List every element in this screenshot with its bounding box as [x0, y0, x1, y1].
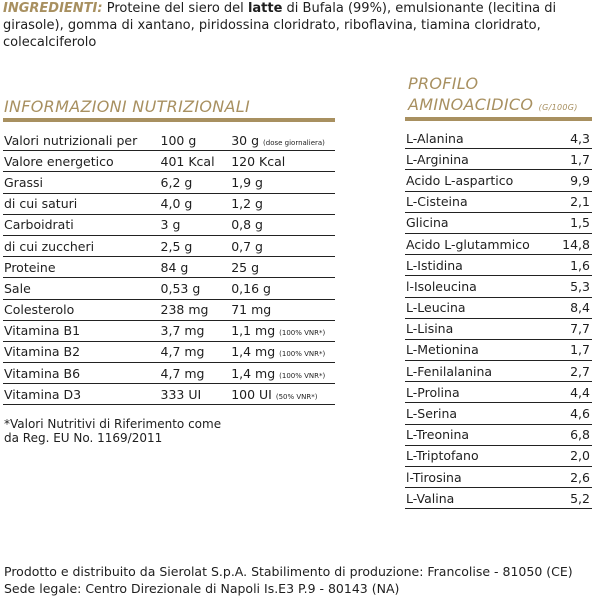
- nutrition-value-100g: 6,2 g: [160, 172, 231, 193]
- vnr-footnote: [4, 417, 221, 445]
- amino-name: L-Treonina: [405, 424, 555, 445]
- nutrition-vnr-note: (50% VNR*): [275, 392, 318, 401]
- nutrition-row: [3, 193, 335, 214]
- amino-value: 2,0: [555, 445, 592, 466]
- amino-row: [405, 297, 592, 318]
- nutrition-header-label: Valori nutrizionali per: [3, 130, 160, 151]
- nutrition-value-30g-cell: [230, 257, 335, 278]
- amino-row: [405, 445, 592, 466]
- amino-name: Acido L-aspartico: [405, 170, 555, 191]
- nutrition-value-30g: 1,9 g: [231, 174, 263, 190]
- nutrition-value-100g: 238 mg: [160, 299, 231, 320]
- nutrition-row: [3, 214, 335, 235]
- producer-info: [4, 563, 573, 597]
- nutrition-header-col2-value: 30 g: [231, 132, 260, 148]
- nutrition-row: [3, 172, 335, 193]
- nutrition-header-row: [3, 130, 335, 151]
- nutrition-value-30g: 100 UI: [231, 386, 272, 402]
- nutrition-row: [3, 257, 335, 278]
- nutrition-vnr-note: (100% VNR*): [279, 329, 326, 338]
- nutrition-header-col2: [230, 130, 335, 151]
- amino-title-rule: [405, 117, 592, 121]
- nutrition-label: di cui zuccheri: [3, 235, 160, 256]
- nutrition-vnr-note: (100% VNR*): [279, 350, 326, 359]
- nutrition-label: di cui saturi: [3, 193, 160, 214]
- amino-value: 2,7: [555, 361, 592, 382]
- nutrition-value-100g: 333 UI: [160, 384, 231, 405]
- amino-name: L-Alanina: [405, 128, 555, 149]
- amino-value: 1,7: [555, 339, 592, 360]
- vnr-footnote-line2: da Reg. EU No. 1169/2011: [4, 431, 163, 445]
- amino-title-line1: PROFILO: [408, 74, 479, 93]
- amino-row: [405, 191, 592, 212]
- nutrition-value-30g: 0,8 g: [231, 217, 263, 233]
- nutrition-value-30g: 1,4 mg: [231, 365, 276, 381]
- amino-row: [405, 149, 592, 170]
- amino-name: L-Valina: [405, 488, 555, 509]
- amino-value: 1,6: [555, 255, 592, 276]
- nutrition-value-100g: 4,7 mg: [160, 341, 231, 362]
- nutrition-label: Valore energetico: [3, 151, 160, 172]
- ingredients-text-after: di Bufala (99%), emulsionante (lecitina di girasole), gomma di xantano, piridossina cloridrato, riboflavina, tiamina cloridrato, colecalciferolo: [3, 1, 557, 50]
- producer-line2: Sede legale: Centro Direzionale di Napoli Is.E3 P.9 - 80143 (NA): [4, 581, 400, 596]
- nutrition-value-100g: 4,0 g: [160, 193, 231, 214]
- nutrition-header-col2-note: (dose giornaliera): [263, 138, 325, 147]
- nutrition-row: [3, 363, 335, 384]
- amino-row: [405, 361, 592, 382]
- amino-row: [405, 488, 592, 509]
- vnr-footnote-line1: *Valori Nutritivi di Riferimento come: [4, 417, 222, 431]
- amino-row: [405, 212, 592, 233]
- nutrition-value-30g: 0,16 g: [231, 280, 271, 296]
- amino-unit: (G/100G): [538, 103, 578, 112]
- amino-name: L-Triptofano: [405, 445, 555, 466]
- amino-value: 5,2: [555, 488, 592, 509]
- nutrition-value-30g-cell: [230, 341, 335, 362]
- amino-name: L-Cisteina: [405, 191, 555, 212]
- nutrition-value-30g: 1,1 mg: [231, 323, 276, 339]
- nutrition-title-rule: [3, 118, 335, 122]
- amino-title: [408, 73, 578, 118]
- nutrition-value-30g: 1,4 mg: [231, 344, 276, 360]
- amino-row: [405, 128, 592, 149]
- amino-name: Acido L-glutammico: [405, 233, 555, 254]
- nutrition-label: Proteine: [3, 257, 160, 278]
- nutrition-label: Vitamina D3: [3, 384, 160, 405]
- amino-name: L-Metionina: [405, 339, 555, 360]
- amino-value: 2,1: [555, 191, 592, 212]
- nutrition-label: Grassi: [3, 172, 160, 193]
- nutrition-value-30g: 120 Kcal: [231, 153, 286, 169]
- nutrition-label: Carboidrati: [3, 214, 160, 235]
- amino-value: 4,6: [555, 403, 592, 424]
- amino-row: [405, 276, 592, 297]
- amino-value: 4,4: [555, 382, 592, 403]
- ingredients-label: INGREDIENTI:: [3, 1, 103, 16]
- amino-value: 6,8: [555, 424, 592, 445]
- nutrition-value-30g-cell: [230, 235, 335, 256]
- nutrition-label: Vitamina B2: [3, 341, 160, 362]
- amino-title-line2: [408, 94, 578, 118]
- producer-line1: Prodotto e distribuito da Sierolat S.p.A. Stabilimento di produzione: Francolise - 81050 (CE): [4, 564, 573, 579]
- amino-row: [405, 339, 592, 360]
- amino-value: 1,7: [555, 149, 592, 170]
- nutrition-table: [3, 130, 335, 405]
- amino-row: [405, 318, 592, 339]
- ingredients-bold-word: latte: [247, 1, 283, 16]
- nutrition-row: [3, 341, 335, 362]
- amino-name: L-Prolina: [405, 382, 555, 403]
- amino-table: [405, 128, 592, 509]
- nutrition-row: [3, 320, 335, 341]
- nutrition-value-100g: 3 g: [160, 214, 231, 235]
- nutrition-label: Sale: [3, 278, 160, 299]
- nutrition-value-100g: 401 Kcal: [160, 151, 231, 172]
- nutrition-header-col1: 100 g: [160, 130, 231, 151]
- nutrition-vnr-note: (100% VNR*): [279, 371, 326, 380]
- amino-value: 1,5: [555, 212, 592, 233]
- nutrition-row: [3, 151, 335, 172]
- nutrition-value-100g: 4,7 mg: [160, 363, 231, 384]
- amino-value: 9,9: [555, 170, 592, 191]
- nutrition-value-30g-cell: [230, 363, 335, 384]
- nutrition-value-30g: 1,2 g: [231, 196, 263, 212]
- nutrition-value-100g: 0,53 g: [160, 278, 231, 299]
- nutrition-row: [3, 235, 335, 256]
- nutrition-row: [3, 278, 335, 299]
- amino-name: L-Fenilalanina: [405, 361, 555, 382]
- amino-value: 5,3: [555, 276, 592, 297]
- amino-value: 2,6: [555, 467, 592, 488]
- nutrition-value-100g: 84 g: [160, 257, 231, 278]
- nutrition-value-30g-cell: [230, 320, 335, 341]
- amino-name: L-Istidina: [405, 255, 555, 276]
- amino-row: [405, 233, 592, 254]
- nutrition-value-100g: 2,5 g: [160, 235, 231, 256]
- nutrition-value-30g: 0,7 g: [231, 238, 263, 254]
- nutrition-value-30g: 25 g: [231, 259, 260, 275]
- amino-row: [405, 170, 592, 191]
- nutrition-label: Colesterolo: [3, 299, 160, 320]
- nutrition-label: Vitamina B6: [3, 363, 160, 384]
- amino-row: [405, 255, 592, 276]
- nutrition-value-30g: 71 mg: [231, 302, 272, 318]
- ingredients-text: [3, 0, 597, 51]
- amino-name: L-Serina: [405, 403, 555, 424]
- amino-value: 4,3: [555, 128, 592, 149]
- nutrition-value-30g-cell: [230, 278, 335, 299]
- nutrition-value-30g-cell: [230, 384, 335, 405]
- nutrition-title: INFORMAZIONI NUTRIZIONALI: [4, 97, 251, 116]
- amino-row: [405, 382, 592, 403]
- nutrition-value-30g-cell: [230, 172, 335, 193]
- amino-name: L-Arginina: [405, 149, 555, 170]
- nutrition-value-30g-cell: [230, 299, 335, 320]
- amino-name: l-Tirosina: [405, 467, 555, 488]
- amino-name: L-Lisina: [405, 318, 555, 339]
- nutrition-value-30g-cell: [230, 193, 335, 214]
- amino-name: L-Leucina: [405, 297, 555, 318]
- nutrition-label: Vitamina B1: [3, 320, 160, 341]
- ingredients-text-before: Proteine del siero del: [102, 1, 248, 16]
- nutrition-row: [3, 299, 335, 320]
- nutrition-row: [3, 384, 335, 405]
- amino-row: [405, 424, 592, 445]
- amino-value: 7,7: [555, 318, 592, 339]
- amino-name: l-Isoleucina: [405, 276, 555, 297]
- nutrition-value-100g: 3,7 mg: [160, 320, 231, 341]
- nutrition-value-30g-cell: [230, 151, 335, 172]
- amino-name: Glicina: [405, 212, 555, 233]
- amino-row: [405, 467, 592, 488]
- amino-row: [405, 403, 592, 424]
- amino-value: 8,4: [555, 297, 592, 318]
- amino-title-line2-text: AMINOACIDICO: [408, 95, 534, 114]
- nutrition-value-30g-cell: [230, 214, 335, 235]
- amino-value: 14,8: [555, 233, 592, 254]
